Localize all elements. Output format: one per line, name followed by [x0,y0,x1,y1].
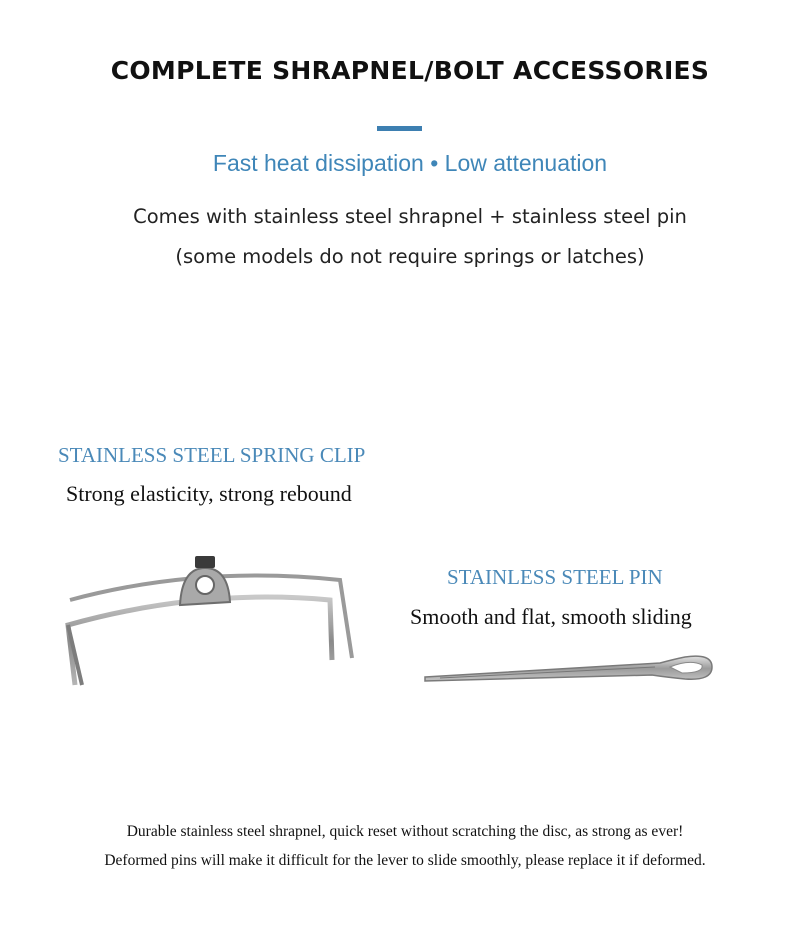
spring-clip-illustration [40,540,360,700]
spring-clip-description: Strong elasticity, strong rebound [66,481,352,506]
subtitle: Fast heat dissipation • Low attenuation [212,150,608,176]
footer-line-1: Durable stainless steel shrapnel, quick reset without scratching the disc, as strong as ever! [126,823,684,840]
description-line-1: Comes with stainless steel shrapnel + stainless steel pin [133,205,687,228]
footer-line-2: Deformed pins will make it difficult for the lever to slide smoothly, please replace it if deformed. [104,852,706,869]
page-title: COMPLETE SHRAPNEL/BOLT ACCESSORIES [110,56,710,85]
description-line-2: (some models do not require springs or latches) [175,245,645,268]
pin-description: Smooth and flat, smooth sliding [410,604,692,629]
title-accent-divider [377,126,422,131]
pin-title: STAINLESS STEEL PIN [447,565,663,589]
cotter-pin-illustration [420,645,720,695]
spring-clip-title: STAINLESS STEEL SPRING CLIP [58,443,366,467]
